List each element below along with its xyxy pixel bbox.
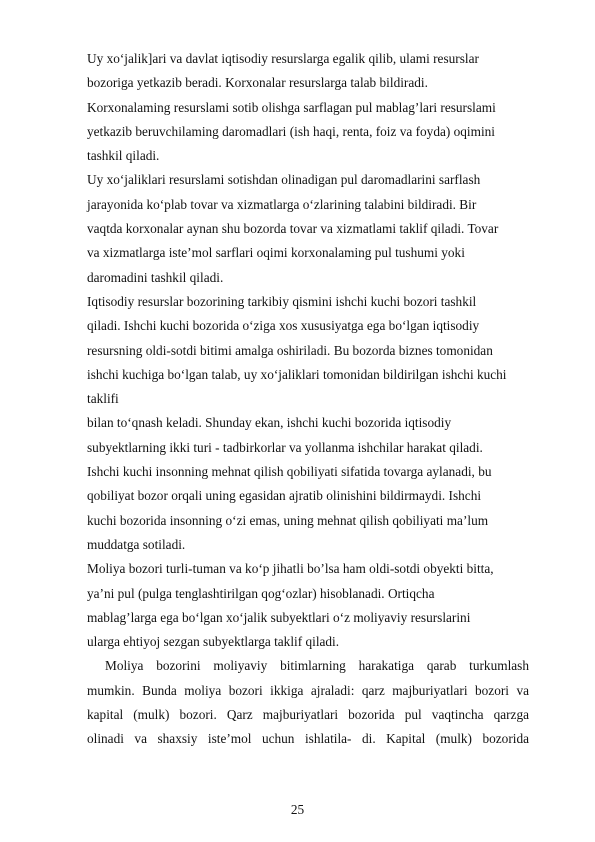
paragraph-line: kuchi bozorida insonning o‘zi emas, uning mehnat qilish qobiliyati ma’lum <box>87 512 489 528</box>
paragraph-line: vaqtda korxonalar aynan shu bozorda tovar va xizmatlami taklif qiladi. Tovar <box>87 221 499 237</box>
paragraph-5 <box>87 557 529 654</box>
paragraph-line: mumkin. Bunda moliya bozori ikkiga ajraladi: qarz majburiyatlari bozori va <box>87 682 529 698</box>
paragraph-line: Ishchi kuchi insonning mehnat qilish qobiliyati sifatida tovarga aylanadi, bu <box>87 464 492 480</box>
paragraph-line: qiladi. Ishchi kuchi bozorida o‘ziga xos xususiyatga ega bo‘lgan iqtisodiy <box>87 318 480 334</box>
paragraph-line: resursning oldi-sotdi bitimi amalga oshiriladi. Bu bozorda biznes tomonidan <box>87 342 493 358</box>
paragraph-1 <box>87 47 529 168</box>
paragraph-line: Korxonalaming resurslami sotib olishga sarflagan pul mablag’lari resurslami <box>87 99 496 115</box>
document-page <box>87 47 529 752</box>
paragraph-line: ishchi kuchiga bo‘lgan talab, uy xo‘jaliklari tomonidan bildirilgan ishchi kuchi <box>87 366 507 382</box>
paragraph-line: Iqtisodiy resurslar bozorining tarkibiy qismini ishchi kuchi bozori tashkil <box>87 293 477 309</box>
paragraph-line: Uy xo‘jalik]ari va davlat iqtisodiy resurslarga egalik qilib, ulami resurslar <box>87 51 479 66</box>
paragraph-line: ularga ehtiyoj sezgan subyektlarga taklif qiladi. <box>87 634 340 650</box>
paragraph-line: daromadini tashkil qiladi. <box>87 269 224 285</box>
paragraph-line: tashkil qiladi. <box>87 148 160 164</box>
paragraph-line: jarayonida ko‘plab tovar va xizmatlarga o‘zlarining talabini bildiradi. Bir <box>87 196 477 212</box>
paragraph-line: va xizmatlarga iste’mol sarflari oqimi korxonalaming pul tushumi yoki <box>87 245 465 261</box>
paragraph-line: subyektlarning ikki turi - tadbirkorlar va yollanma ishchilar harakat qiladi. <box>87 439 483 455</box>
paragraph-line: yetkazib beruvchilaming daromadlari (ish haqi, renta, foiz va foyda) oqimini <box>87 123 496 139</box>
paragraph-2 <box>87 168 529 289</box>
paragraph-line: taklifi <box>87 391 119 407</box>
paragraph-line: muddatga sotiladi. <box>87 536 186 552</box>
paragraph-line: Moliya bozori turli-tuman va ko‘p jihatli bo’lsa ham oldi-sotdi obyekti bitta, <box>87 561 494 577</box>
paragraph-line: kapital (mulk) bozori. Qarz majburiyatlari bozorida pul vaqtincha qarzga <box>87 707 529 723</box>
paragraph-line: olinadi va shaxsiy iste’mol uchun ishlatila- di. Kapital (mulk) bozorida <box>87 731 529 747</box>
paragraph-line: qobiliyat bozor orqali uning egasidan ajratib olinishini bildirmaydi. Ishchi <box>87 488 482 504</box>
paragraph-line: ya’ni pul (pulga tenglashtirilgan qog‘ozlar) hisoblanadi. Ortiqcha <box>87 585 435 601</box>
paragraph-line: mablag’larga ega bo‘lgan xo‘jalik subyektlari o‘z moliyaviy resurslarini <box>87 609 471 625</box>
paragraph-line: Moliya bozorini moliyaviy bitimlarning harakatiga qarab turkumlash <box>105 658 529 674</box>
page-number: 25 <box>290 802 305 817</box>
paragraph-line: Uy xo‘jaliklari resurslami sotishdan olinadigan pul daromadlarini sarflash <box>87 172 481 188</box>
paragraph-line: bozoriga yetkazib beradi. Korxonalar resurslarga talab bildiradi. <box>87 75 428 91</box>
paragraph-3 <box>87 290 529 411</box>
paragraph-4 <box>87 411 529 557</box>
paragraph-6 <box>87 654 529 751</box>
paragraph-line: bilan to‘qnash keladi. Shunday ekan, ishchi kuchi bozorida iqtisodiy <box>87 415 452 431</box>
